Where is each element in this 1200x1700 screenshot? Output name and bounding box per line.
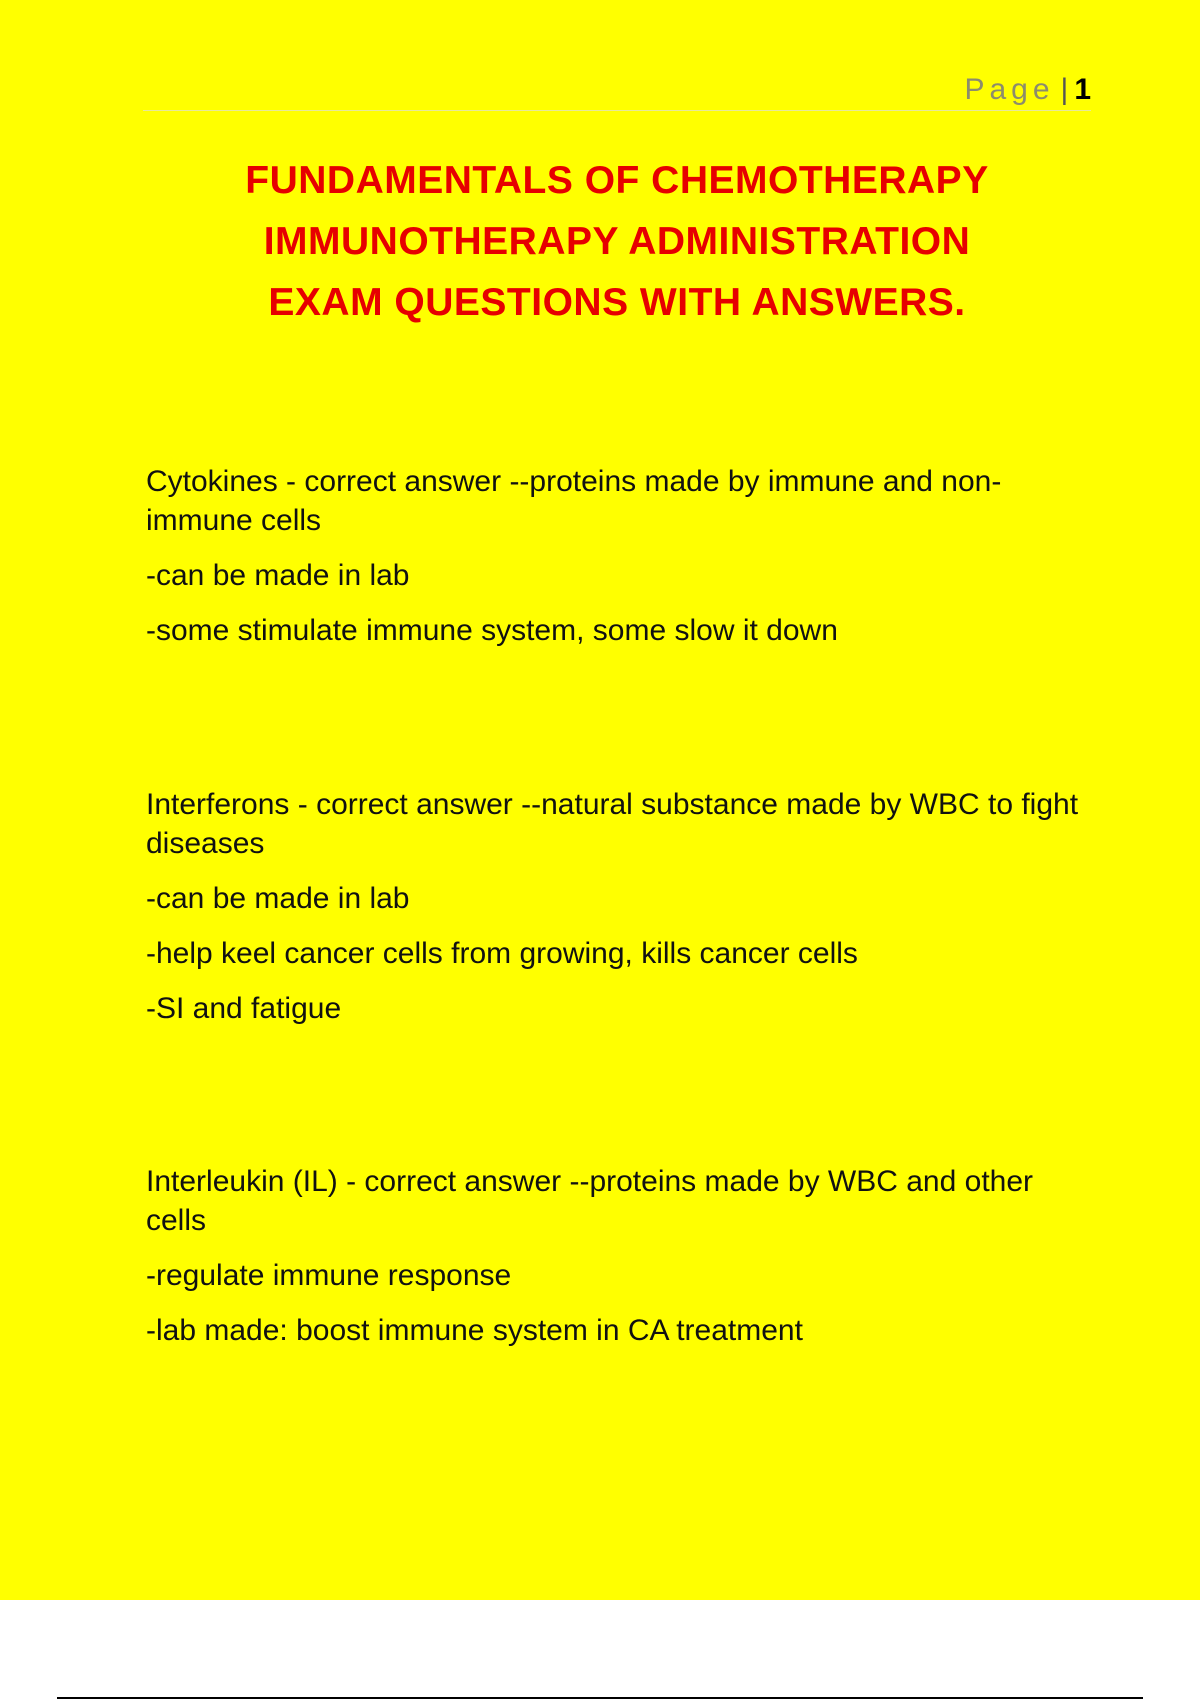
- page-label: Page: [964, 73, 1055, 106]
- qa-item-cytokines: [146, 462, 1091, 666]
- title-line: FUNDAMENTALS OF CHEMOTHERAPY: [245, 159, 989, 202]
- qa-point: -regulate immune response: [146, 1259, 512, 1292]
- qa-question: Cytokines - correct answer --proteins made by immune and non-immune cells: [146, 465, 1002, 537]
- qa-item-interleukin: [146, 1162, 1091, 1366]
- qa-point: -some stimulate immune system, some slow it down: [146, 614, 838, 647]
- document-title: [143, 150, 1091, 333]
- qa-item-interferons: [146, 785, 1091, 1044]
- qa-point: -can be made in lab: [146, 882, 410, 915]
- qa-point: -SI and fatigue: [146, 992, 342, 1025]
- qa-question: Interferons - correct answer --natural substance made by WBC to fight diseases: [146, 788, 1079, 860]
- title-line: EXAM QUESTIONS WITH ANSWERS.: [268, 281, 966, 324]
- page-header: [143, 70, 1091, 111]
- bottom-divider: [57, 1697, 1143, 1699]
- qa-point: -can be made in lab: [146, 559, 410, 592]
- page-separator: |: [1060, 73, 1069, 106]
- qa-point: -lab made: boost immune system in CA treatment: [146, 1314, 803, 1347]
- page-number: 1: [1074, 73, 1091, 106]
- qa-point: -help keel cancer cells from growing, kills cancer cells: [146, 937, 858, 970]
- title-line: IMMUNOTHERAPY ADMINISTRATION: [263, 220, 971, 263]
- qa-question: Interleukin (IL) - correct answer --proteins made by WBC and other cells: [146, 1165, 1034, 1237]
